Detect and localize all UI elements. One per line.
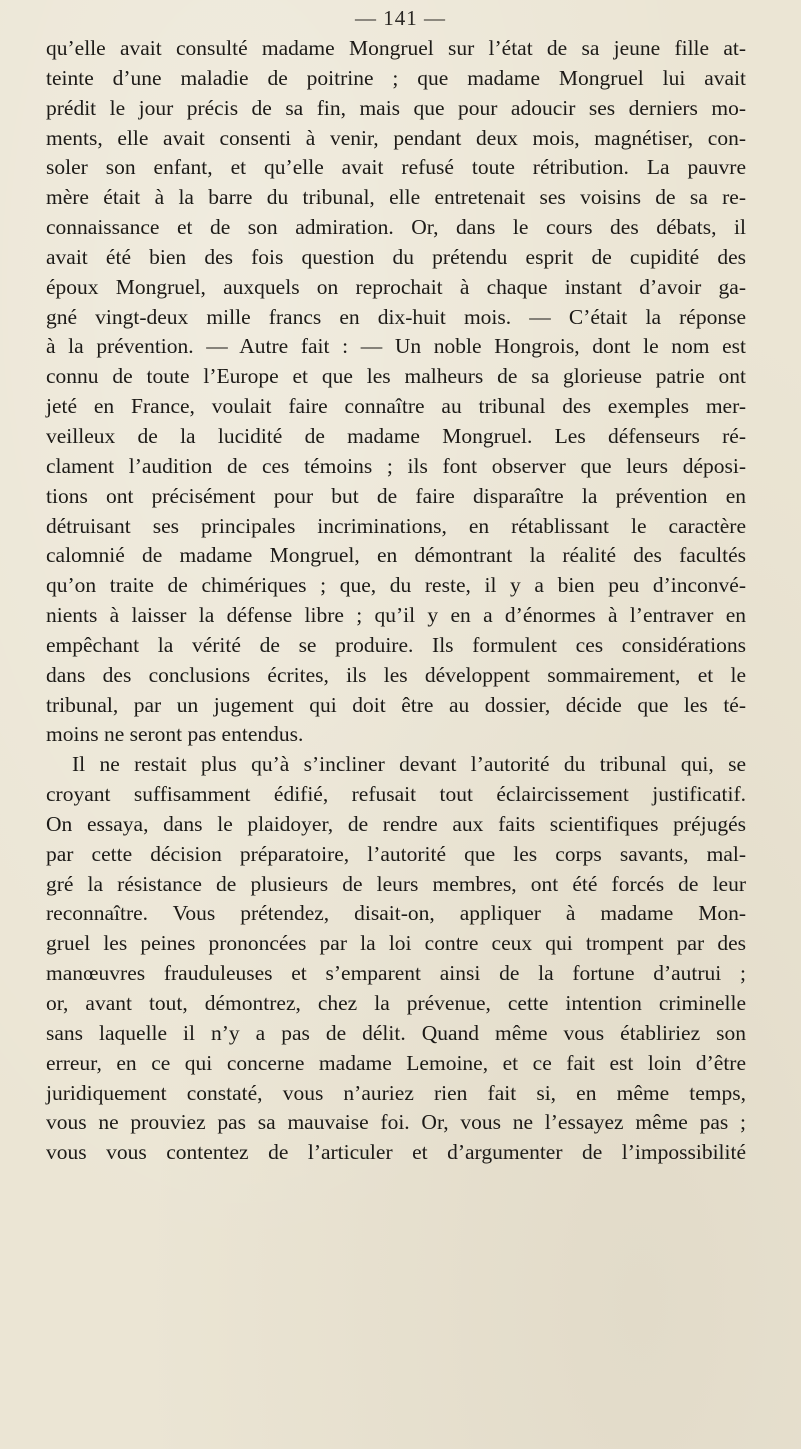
text-line: empêchant la vérité de se produire. Ils formulent ces considérations	[46, 632, 746, 657]
text-line: teinte d’une maladie de poitrine ; que madame Mongruel lui avait	[46, 65, 746, 90]
paragraph-start-line: Il ne restait plus qu’à s’incliner devant l’autorité du tribunal qui, se	[72, 752, 746, 777]
body-text	[46, 34, 746, 1168]
text-line: par cette décision préparatoire, l’autorité que les corps savants, mal-	[46, 841, 746, 866]
text-line: vous ne prouviez pas sa mauvaise foi. Or, vous ne l’essayez même pas ;	[46, 1110, 746, 1135]
page-number: — 141 —	[355, 6, 446, 30]
text-line: sans laquelle il n’y a pas de délit. Quand même vous établiriez son	[46, 1020, 746, 1045]
text-line: prédit le jour précis de sa fin, mais que pour adoucir ses derniers mo-	[46, 95, 746, 120]
text-line: erreur, en ce qui concerne madame Lemoine, et ce fait est loin d’être	[46, 1050, 746, 1075]
text-line: connaissance et de son admiration. Or, dans le cours des débats, il	[46, 215, 746, 240]
text-line: mère était à la barre du tribunal, elle entretenait ses voisins de sa re-	[46, 185, 746, 210]
text-line: gré la résistance de plusieurs de leurs membres, ont été forcés de leur	[46, 871, 746, 896]
text-line: nients à laisser la défense libre ; qu’il y en a d’énormes à l’entraver en	[46, 603, 746, 628]
text-line: gné vingt-deux mille francs en dix-huit mois. — C’était la réponse	[46, 304, 746, 329]
text-line: ments, elle avait consenti à venir, pendant deux mois, magnétiser, con-	[46, 125, 746, 150]
text-line: gruel les peines prononcées par la loi contre ceux qui trompent par des	[46, 931, 746, 956]
text-line: On essaya, dans le plaidoyer, de rendre aux faits scientifiques préjugés	[46, 811, 746, 836]
text-line: à la prévention. — Autre fait : — Un noble Hongrois, dont le nom est	[46, 334, 746, 359]
text-line: détruisant ses principales incriminations, en rétablissant le caractère	[46, 513, 746, 538]
text-line: tribunal, par un jugement qui doit être au dossier, décide que les té-	[46, 692, 746, 717]
text-line: qu’on traite de chimériques ; que, du reste, il y a bien peu d’inconvé-	[46, 573, 746, 598]
text-line: or, avant tout, démontrez, chez la prévenue, cette intention criminelle	[46, 991, 746, 1015]
text-line: croyant suffisamment édifié, refusait tout éclaircissement justificatif.	[46, 782, 746, 807]
text-line: connu de toute l’Europe et que les malheurs de sa glorieuse patrie ont	[46, 364, 746, 389]
text-line: soler son enfant, et qu’elle avait refusé toute rétribution. La pauvre	[46, 155, 746, 180]
text-line: dans des conclusions écrites, ils les développent sommairement, et le	[46, 662, 746, 687]
text-line: avait été bien des fois question du prétendu esprit de cupidité des	[46, 244, 746, 269]
text-line: calomnié de madame Mongruel, en démontrant la réalité des facultés	[46, 543, 746, 568]
text-line: tions ont précisément pour but de faire disparaître la prévention en	[46, 483, 746, 508]
text-line: manœuvres frauduleuses et s’emparent ainsi de la fortune d’autrui ;	[46, 961, 746, 986]
paragraph-end-line: moins ne seront pas entendus.	[46, 722, 304, 747]
text-line: clament l’audition de ces témoins ; ils font observer que leurs déposi-	[46, 453, 746, 478]
text-line: vous vous contentez de l’articuler et d’argumenter de l’impossibilité	[46, 1140, 746, 1165]
text-line: juridiquement constaté, vous n’auriez rien fait si, en même temps,	[46, 1080, 746, 1105]
text-line: jeté en France, voulait faire connaître au tribunal des exemples mer-	[46, 394, 746, 419]
text-line: veilleux de la lucidité de madame Mongruel. Les défenseurs ré-	[46, 423, 746, 448]
text-line: époux Mongruel, auxquels on reprochait à chaque instant d’avoir ga-	[46, 274, 746, 299]
text-line: qu’elle avait consulté madame Mongruel sur l’état de sa jeune fille at-	[46, 36, 746, 60]
text-line: reconnaître. Vous prétendez, disait-on, appliquer à madame Mon-	[46, 901, 746, 926]
